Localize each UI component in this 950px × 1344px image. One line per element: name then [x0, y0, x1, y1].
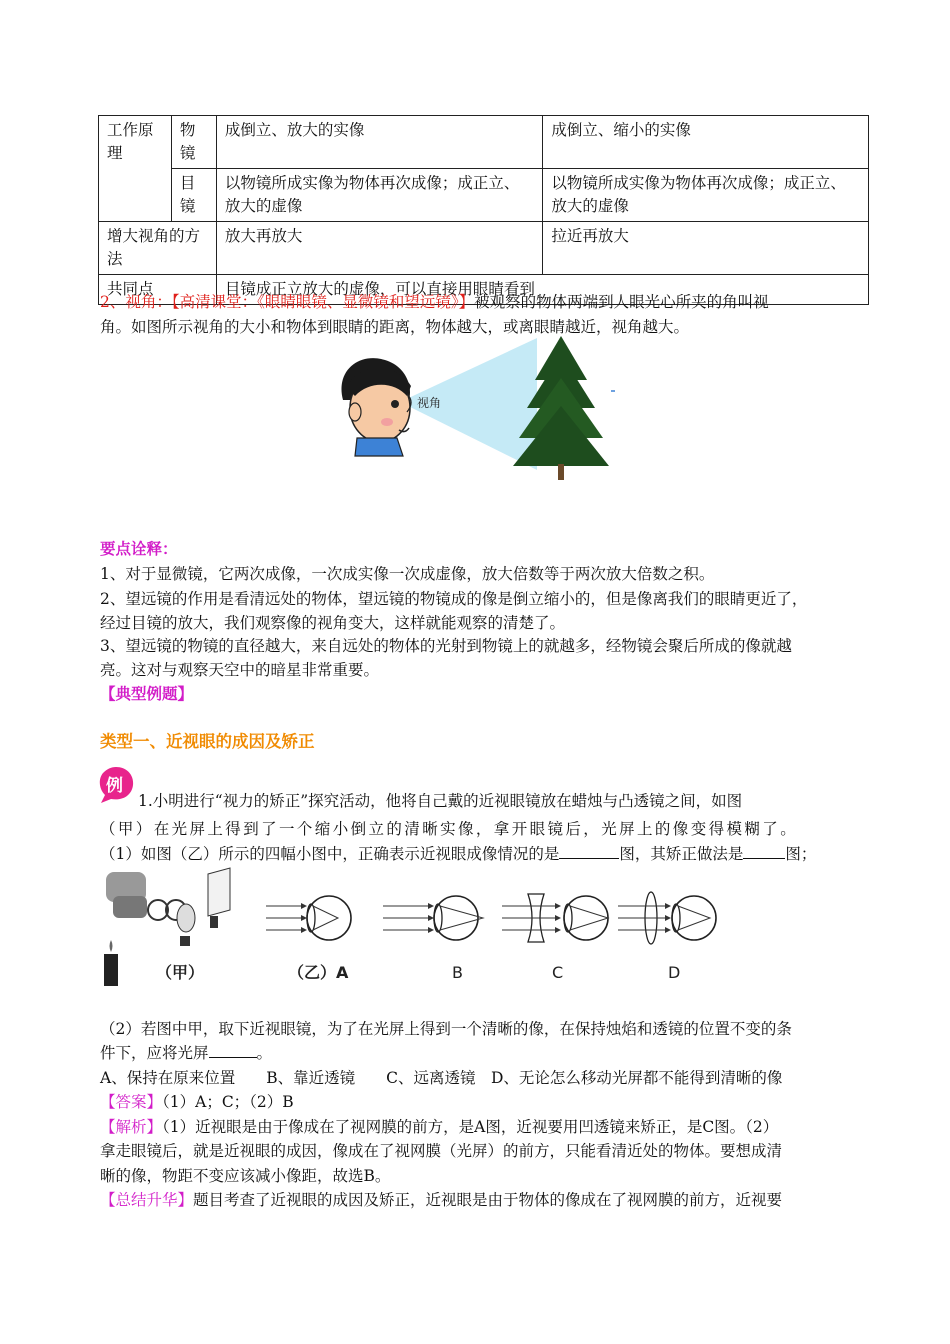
analysis-line-3: 晰的像，物距不变应该减小像距，故选B。: [100, 1167, 391, 1185]
class-link[interactable]: 【高清课堂：《眼睛眼镜、显微镜和望远镜》】: [171, 293, 475, 311]
note-2a: 2、望远镜的作用是看清远处的物体，望远镜的物镜成的像是倒立缩小的，但是像离我们的眼睛更近了，: [100, 590, 808, 608]
question-part-2a: （2）若图中甲，取下近视眼镜，为了在光屏上得到一个清晰的像，在保持烛焰和透镜的位置不变的条: [100, 1020, 792, 1038]
answer-blank-2[interactable]: [743, 844, 785, 859]
table-label-common: 共同点: [99, 275, 217, 305]
answer-tag: 【答案】: [100, 1093, 163, 1111]
question-line-1: 1.小明进行“视力的矫正”探究活动，他将自己戴的近视眼镜放在蜡烛与凸透镜之间，如图: [138, 792, 743, 810]
part-2b-text: 件下，应将光屏: [100, 1044, 209, 1062]
analysis-line-1: [100, 1115, 870, 1139]
example-badge-text: 例: [106, 776, 123, 796]
analysis-tag: 【解析】: [100, 1118, 163, 1136]
table-label-principle: 工作原理: [99, 116, 172, 222]
summary-text: 题目考查了近视眼的成因及矫正，近视眼是由于物体的像成在了视网膜的前方，近视要: [193, 1191, 783, 1209]
label-jia: （甲）: [156, 963, 205, 982]
summary-tag: 【总结升华】: [100, 1191, 194, 1209]
answer-blank-3[interactable]: [209, 1043, 257, 1058]
question-line-3: [100, 842, 870, 866]
boy-face-icon: [341, 358, 411, 456]
note-3a: 3、望远镜的物镜的直径越大，来自远处的物体的光射到物镜上的就越多，经物镜会聚后所成的像就越: [100, 637, 792, 655]
comparison-table: [98, 115, 869, 305]
question-options: A、保持在原来位置 B、靠近透镜 C、远离透镜 D、无论怎么移动光屏都不能得到清晰的像: [100, 1069, 783, 1087]
visual-angle-figure: [325, 330, 625, 500]
table-cell: 以物镜所成实像为物体再次成像；成正立、放大的虚像: [216, 169, 543, 222]
section-number: 2、视角：: [100, 293, 172, 311]
section-2-line-1: [100, 290, 870, 314]
table-cell: 以物镜所成实像为物体再次成像；成正立、放大的虚像: [543, 169, 869, 222]
example-badge: [97, 765, 135, 803]
note-2b: 经过目镜的放大，我们观察像的视角变大，这样就能观察的清楚了。: [100, 614, 566, 632]
analysis-text-1: （1）近视眼是由于像成在了视网膜的前方，是A图，近视要用凹透镜来矫正，是C图。（2）: [162, 1118, 779, 1136]
label-yi-a: （乙）A: [288, 963, 349, 982]
part-2c-text: 。: [256, 1044, 273, 1062]
question-part-2b: [100, 1041, 870, 1065]
answer-text: （1）A；C；（2）B: [162, 1093, 294, 1111]
section-2-line-2: 角。如图所示视角的大小和物体到眼睛的距离，物体越大，或离眼睛越近，视角越大。: [100, 318, 690, 336]
visual-angle-label: 视角: [417, 396, 442, 410]
type-1-heading: 类型一、近视眼的成因及矫正: [100, 732, 315, 751]
note-3b: 亮。这对与观察天空中的暗星非常重要。: [100, 661, 380, 679]
examples-title: 【典型例题】: [100, 684, 194, 703]
eye-diagram-icon: [502, 894, 608, 982]
eye-diagram-icon: [383, 896, 483, 982]
table-cell: 目镜成正立放大的虚像，可以直接用眼睛看到: [216, 275, 868, 305]
table-cell: 成倒立、缩小的实像: [543, 116, 869, 169]
label-d: D: [668, 963, 681, 982]
note-1: 1、对于显微镜，它两次成像，一次成实像一次成虚像，放大倍数等于两次放大倍数之积。: [100, 565, 715, 583]
label-c: C: [552, 963, 564, 982]
label-b: B: [452, 963, 463, 982]
candle-lens-setup-icon: [104, 868, 230, 986]
experiment-figure: [98, 866, 738, 996]
answer-line: [100, 1090, 870, 1114]
table-cell: 放大再放大: [216, 222, 543, 275]
eye-diagram-icon: [266, 896, 351, 982]
section-text: 被观察的物体两端到人眼光心所夹的角叫视: [474, 293, 769, 311]
eye-diagram-icon: [618, 892, 716, 982]
summary-line: [100, 1188, 870, 1212]
question-3-text-b: 图，其矫正做法是: [619, 845, 744, 863]
question-3-text-c: 图；: [785, 845, 817, 863]
table-sub-eyepiece: 目镜: [171, 169, 216, 222]
answer-blank-1[interactable]: [559, 844, 619, 859]
table-sub-objective: 物镜: [171, 116, 216, 169]
question-3-text-a: （1）如图（乙）所示的四幅小图中，正确表示近视眼成像情况的是: [100, 845, 560, 863]
table-cell: 成倒立、放大的实像: [216, 116, 543, 169]
table-label-angle-method: 增大视角的方法: [99, 222, 217, 275]
table-cell: 拉近再放大: [543, 222, 869, 275]
notes-title: 要点诠释：: [100, 539, 178, 558]
analysis-line-2: 拿走眼镜后，就是近视眼的成因，像成在了视网膜（光屏）的前方，只能看清近处的物体。要想成清: [100, 1142, 783, 1160]
question-line-2: （甲）在光屏上得到了一个缩小倒立的清晰实像，拿开眼镜后，光屏上的像变得模糊了。: [100, 820, 799, 838]
